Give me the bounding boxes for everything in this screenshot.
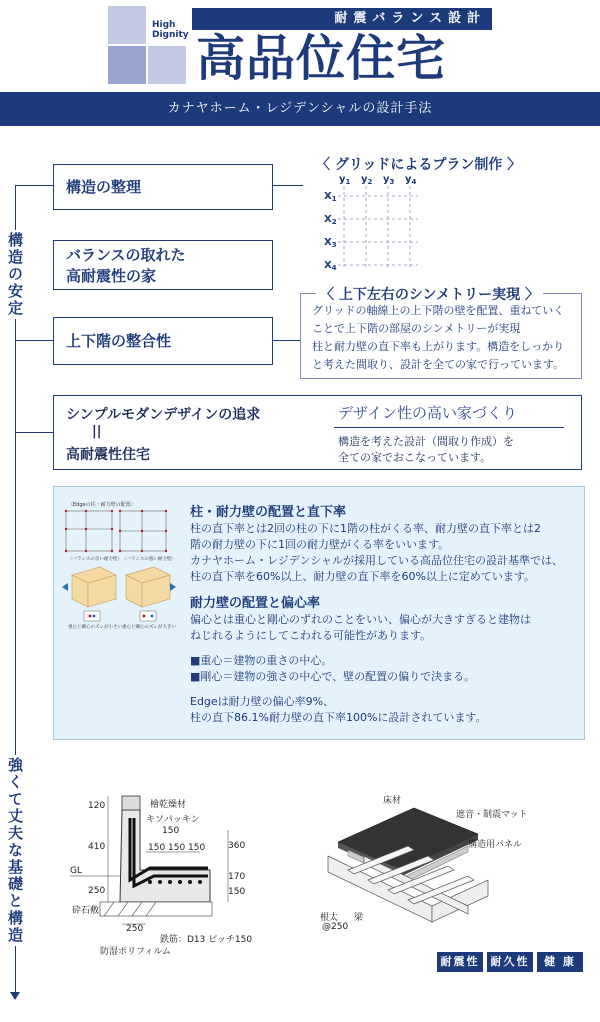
label-gl: GL bbox=[70, 866, 82, 876]
figure-title: 〈Edgeの柱・耐力壁の配置〉 bbox=[68, 502, 136, 508]
connector-line bbox=[15, 432, 53, 433]
grid-x-label: $X_1$ bbox=[324, 191, 337, 203]
box-floors-label: 上下階の整合性 bbox=[66, 332, 172, 350]
section-line: 偏心とは重心と剛心のずれのことをいい、偏心が大きすぎると建物は bbox=[190, 613, 531, 626]
logo-badge bbox=[152, 20, 189, 40]
tagline: 耐震バランス設計 bbox=[192, 8, 492, 30]
figure-caption: 〈バランスの悪い耐力壁〉 bbox=[122, 557, 176, 562]
grid-y-label: $y_2$ bbox=[361, 174, 373, 186]
logo-badge-line: Dignity bbox=[152, 30, 189, 40]
dim-label: 150 bbox=[188, 843, 206, 853]
design-right-text: 全ての家でおこなっています。 bbox=[338, 451, 492, 464]
label-sound-mat: 遮音・制震マット bbox=[456, 810, 528, 820]
symmetry-line: ことで上下階の部屋のシンメトリーが実現 bbox=[312, 322, 521, 335]
figure-caption: 〈バランスの良い耐力壁〉 bbox=[68, 557, 122, 562]
symmetry-title: 〈 上下左右のシンメトリー実現 〉 bbox=[316, 284, 543, 304]
section-result bbox=[190, 694, 487, 726]
figure-note: 重心と剛心のズレが大きい bbox=[122, 625, 176, 630]
dim-label: 150 bbox=[168, 843, 186, 853]
design-right-underline bbox=[334, 427, 564, 428]
label-gravel: 砕石敷 bbox=[72, 906, 100, 916]
section-title: 耐力壁の配置と偏心率 bbox=[190, 596, 321, 611]
badge-seismic: 耐震性 bbox=[437, 952, 483, 972]
label-joist-pitch: @250 bbox=[322, 922, 349, 932]
figure-note: 重心と剛心のズレが小さい bbox=[68, 625, 122, 630]
grid-y-label: $y_1$ bbox=[339, 174, 351, 186]
design-right-text: 構造を考えた設計（間取り作成）を bbox=[338, 435, 514, 448]
label-packing: キソパッキン bbox=[146, 815, 200, 825]
bullet-item: ■重心＝建物の重さの中心。 bbox=[190, 654, 333, 667]
grid-x-label: $X_2$ bbox=[324, 214, 337, 226]
design-right-title: デザイン性の高い家づくり bbox=[338, 404, 517, 422]
section-body bbox=[190, 521, 563, 585]
design-left-title: シンプルモダンデザインの追求 bbox=[66, 407, 261, 423]
box-balance-line: 高耐震性の家 bbox=[66, 267, 157, 285]
dim-label: 150 bbox=[162, 826, 180, 836]
grid-x-label: $X_3$ bbox=[324, 237, 337, 249]
label-rebar: 鉄筋：D13 ピッチ150 bbox=[160, 935, 253, 945]
connector-line bbox=[15, 340, 53, 341]
dim-label: 410 bbox=[88, 842, 106, 852]
result-line: Edgeは耐力壁の偏心率9%、 bbox=[190, 695, 335, 708]
bullet-item: ■剛心＝建物の強さの中心で、壁の配置の偏りで決まる。 bbox=[190, 670, 476, 683]
section-line: カナヤホーム・レジデンシャルが採用している高品位住宅の設計基準では、 bbox=[190, 554, 564, 567]
dim-label: 360 bbox=[228, 841, 246, 851]
section-line: 階の耐力壁の下に1回の耐力壁がくる率をいいます。 bbox=[190, 538, 450, 551]
section-title: 柱・耐力壁の配置と直下率 bbox=[190, 505, 347, 520]
grid-y-label: $y_3$ bbox=[383, 174, 395, 186]
symmetry-line: グリッドの軸線上の上下階の壁を配置、重ねていく bbox=[312, 304, 565, 317]
timeline-arrow-icon bbox=[10, 992, 20, 1000]
label-vapor: 防湿ポリフィルム bbox=[100, 947, 171, 957]
dim-label: 120 bbox=[88, 801, 106, 811]
section-line: ねじれるようにしてこわれる可能性があります。 bbox=[190, 629, 432, 642]
grid-diagram bbox=[322, 172, 430, 274]
connector-line bbox=[15, 185, 53, 186]
box-structure-label: 構造の整理 bbox=[66, 178, 142, 196]
section-bullets bbox=[190, 653, 475, 685]
design-left-subtitle: 高耐震性住宅 bbox=[66, 447, 150, 463]
label-dry-wood: 檜乾燥材 bbox=[150, 800, 187, 810]
connector-line bbox=[273, 185, 303, 186]
dim-label: 150 bbox=[228, 887, 246, 897]
side-label-foundation: 強くて丈夫な基礎と構造 bbox=[6, 757, 24, 944]
info-panel bbox=[53, 486, 585, 740]
design-box bbox=[53, 395, 582, 470]
wall-layout-figure bbox=[60, 501, 178, 631]
label-panel: 構造用パネル bbox=[468, 840, 523, 850]
dim-label: 250 bbox=[126, 924, 144, 934]
box-balance bbox=[53, 240, 273, 290]
design-equals: || bbox=[92, 424, 102, 439]
logo-square bbox=[108, 46, 146, 84]
badge-health: 健 康 bbox=[537, 952, 583, 972]
logo-square bbox=[148, 46, 186, 84]
label-beam: 梁 bbox=[354, 913, 364, 923]
section-line: 柱の直下率とは2回の柱の下に1階の柱がくる率、耐力壁の直下率とは2 bbox=[190, 522, 541, 535]
dim-label: 170 bbox=[228, 872, 246, 882]
box-balance-line: バランスの取れた bbox=[66, 246, 186, 264]
badge-durability: 耐久性 bbox=[487, 952, 533, 972]
box-floors bbox=[53, 317, 273, 365]
grid-x-label: $X_4$ bbox=[324, 260, 337, 272]
logo-title: 高品位住宅 bbox=[196, 30, 447, 87]
dim-label: 250 bbox=[88, 886, 106, 896]
result-line: 柱の直下86.1%耐力壁の直下率100%に設計されています。 bbox=[190, 711, 487, 724]
grid-title: 〈 グリッドによるプラン制作 〉 bbox=[316, 157, 522, 173]
label-floor-material: 床材 bbox=[383, 796, 402, 806]
logo-square bbox=[108, 6, 146, 44]
symmetry-text bbox=[312, 302, 578, 374]
side-label-stability: 構造の安定 bbox=[6, 232, 24, 317]
section-body bbox=[190, 612, 531, 644]
label-joist: 根太 bbox=[320, 913, 339, 923]
symmetry-line: と考えた間取り、設計を全ての家で行っています。 bbox=[312, 358, 565, 371]
subheader-banner: カナヤホーム・レジデンシャルの設計手法 bbox=[0, 92, 600, 126]
dim-label: 150 bbox=[148, 843, 166, 853]
connector-line bbox=[273, 340, 300, 341]
logo-badge-line: High bbox=[152, 20, 176, 30]
grid-y-label: $y_4$ bbox=[405, 174, 417, 186]
symmetry-line: 柱と耐力壁の直下率も上がります。構造をしっかり bbox=[312, 340, 565, 353]
box-structure bbox=[53, 164, 273, 210]
section-line: 柱の直下率を60%以上、耐力壁の直下率を60%以上に定めています。 bbox=[190, 570, 536, 583]
